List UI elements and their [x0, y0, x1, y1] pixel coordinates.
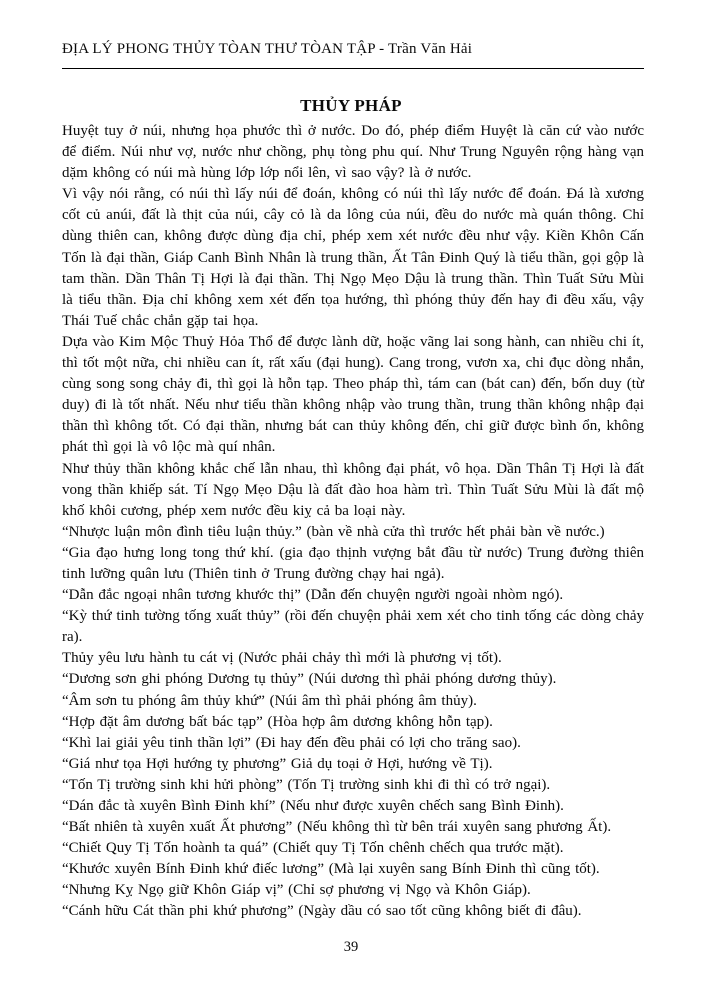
paragraph: “Chiết Quy Tị Tốn hoành ta quá” (Chiết quy Tị Tốn chênh chếch qua trước mặt). — [62, 840, 564, 857]
paragraph: Huyệt tuy ở núi, nhưng họa phước thì ở nước. Do đó, phép điểm Huyệt là căn cứ vào nước để điểm. Núi như vợ, nước như chồng, phụ tòng phu quí. Như Trung Nguyên rộng hàng vạn dặm không có núi mà hùng lớp lớp nổi lên, vì sao vậy? là ở nước. — [62, 123, 644, 182]
paragraph: Thủy yêu lưu hành tu cát vị (Nước phải chảy thì mới là phương vị tốt). — [62, 650, 502, 667]
paragraph: “Âm sơn tu phóng âm thủy khứ” (Núi âm thì phải phóng âm thủy). — [62, 692, 477, 709]
paragraph: Vì vậy nói rằng, có núi thì lấy núi để đoán, không có núi thì lấy nước để đoán. Đá là xương cốt củ anúi, đất là thịt của núi, cây cỏ là da lông của núi, đều do nước mà quán thông. Chỉ dùng thiên can, không được dùng địa chỉ, phép xem xét nước đều như vậy. Kiền Khôn Cấn Tốn là đại thần, Giáp Canh Bình Nhân là trung thần, Ất Tân Đinh Quý là tiểu thần, gọi gộp là tam thần. Dần Thân Tị Hợi là đại thần. Thị Ngọ Mẹo Dậu là trung thần. Thìn Tuất Sửu Mùi là tiểu thần. Địa chỉ không xem xét đến tọa hướng, thì phóng thủy đến hay đi đều xấu, vậy Thái Tuế chắc chắn gặp tai họa. — [62, 186, 644, 329]
paragraph: “Gia đạo hưng long tong thứ khí. (gia đạo thịnh vượng bắt đầu từ nước) Trung đường thiên tinh lưỡng quân lưu (Thiên tinh ở Trung đường chạy hai ngả). — [62, 544, 644, 582]
page-title: THỦY PHÁP — [300, 96, 402, 115]
paragraph: “Tốn Tị trường sinh khi hửi phòng” (Tốn Tị trường sinh khi đi thì có trở ngại). — [62, 776, 551, 793]
paragraph: “Giá như tọa Hợi hướng tỵ phương” Giả dụ toại ở Hợi, hướng về Tị). — [62, 755, 493, 772]
paragraph: “Dẫn đắc ngoại nhân tương khước thị” (Dẫn đến chuyện người ngoài nhòm ngó). — [62, 587, 564, 604]
header-rule-divider — [62, 68, 644, 69]
paragraph: Dựa vào Kim Mộc Thuỷ Hỏa Thổ để được lành dữ, hoặc vãng lai song hành, can nhiều chi ít, thì tốt một nữa, chi nhiều can ít, rất xấu (đại hung). Cang trong, vươn xa, chi đục dòng nhắn, cùng song song chảy đi, thì gọi là hỗn tạp. Theo pháp thì, tám can (bát can) đến, bốn duy (từ duy) đi là tốt nhất. Nếu như tiểu thần không nhập vào trung thần, trung thần không nhập đại thần thì không tốt. Có đại thần, nhưng bát can thủy không đến, chỉ giữ được bình ổn, không phát thì gọi là vô lộc mà quí nhân. — [62, 333, 644, 456]
paragraph: “Dương sơn ghi phóng Dương tụ thủy” (Núi dương thì phải phóng dương thủy). — [62, 671, 557, 688]
paragraph: “Kỳ thứ tinh tường tống xuất thủy” (rồi đến chuyện phải xem xét cho tinh tống các dòng chảy ra). — [62, 608, 644, 646]
page-number: 39 — [343, 939, 359, 955]
running-header: ĐỊA LÝ PHONG THỦY TÒAN THƯ TÒAN TẬP - Trần Văn Hải — [62, 41, 473, 57]
paragraph: “Khước xuyên Bính Đinh khứ điếc lương” (Mà lại xuyên sang Bính Đinh thì cũng tốt). — [62, 861, 600, 878]
paragraph: “Khì lai giải yêu tinh thần lợi” (Đi hay đến đều phải có lợi cho trăng sao). — [62, 734, 521, 751]
paragraph: “Hợp đặt âm dương bất bác tạp” (Hòa hợp âm dương không hỗn tạp). — [62, 713, 493, 730]
paragraph: “Bất nhiên tà xuyên xuất Ất phương” (Nếu không thì từ bên trái xuyên sang phương Ất). — [62, 819, 612, 836]
paragraph: Như thủy thần không khắc chế lẫn nhau, thì không đại phát, vô họa. Dần Thân Tị Hợi là đất vong thần khiếp sát. Tí Ngọ Mẹo Dậu là đất đào hoa hàm trì. Thìn Tuất Sửu Mùi là đất mộ khố khôi cương, phép xem nước đều kiỵ cả ba loại này. — [62, 460, 644, 519]
paragraph: “Nhược luận môn đình tiêu luận thủy.” (bàn về nhà cửa thì trước hết phải bàn về nước.) — [62, 523, 605, 540]
paragraph: “Dán đắc tà xuyên Bình Đinh khí” (Nếu như được xuyên chếch sang Bình Đinh). — [62, 798, 564, 814]
paragraph: “Nhưng Kỵ Ngọ giữ Khôn Giáp vị” (Chỉ sợ phương vị Ngọ và Khôn Giáp). — [62, 882, 531, 899]
document-body — [62, 121, 644, 923]
paragraph: “Cánh hữu Cát thần phi khứ phương” (Ngày dầu có sao tốt cũng không biết đi đâu). — [62, 903, 582, 920]
